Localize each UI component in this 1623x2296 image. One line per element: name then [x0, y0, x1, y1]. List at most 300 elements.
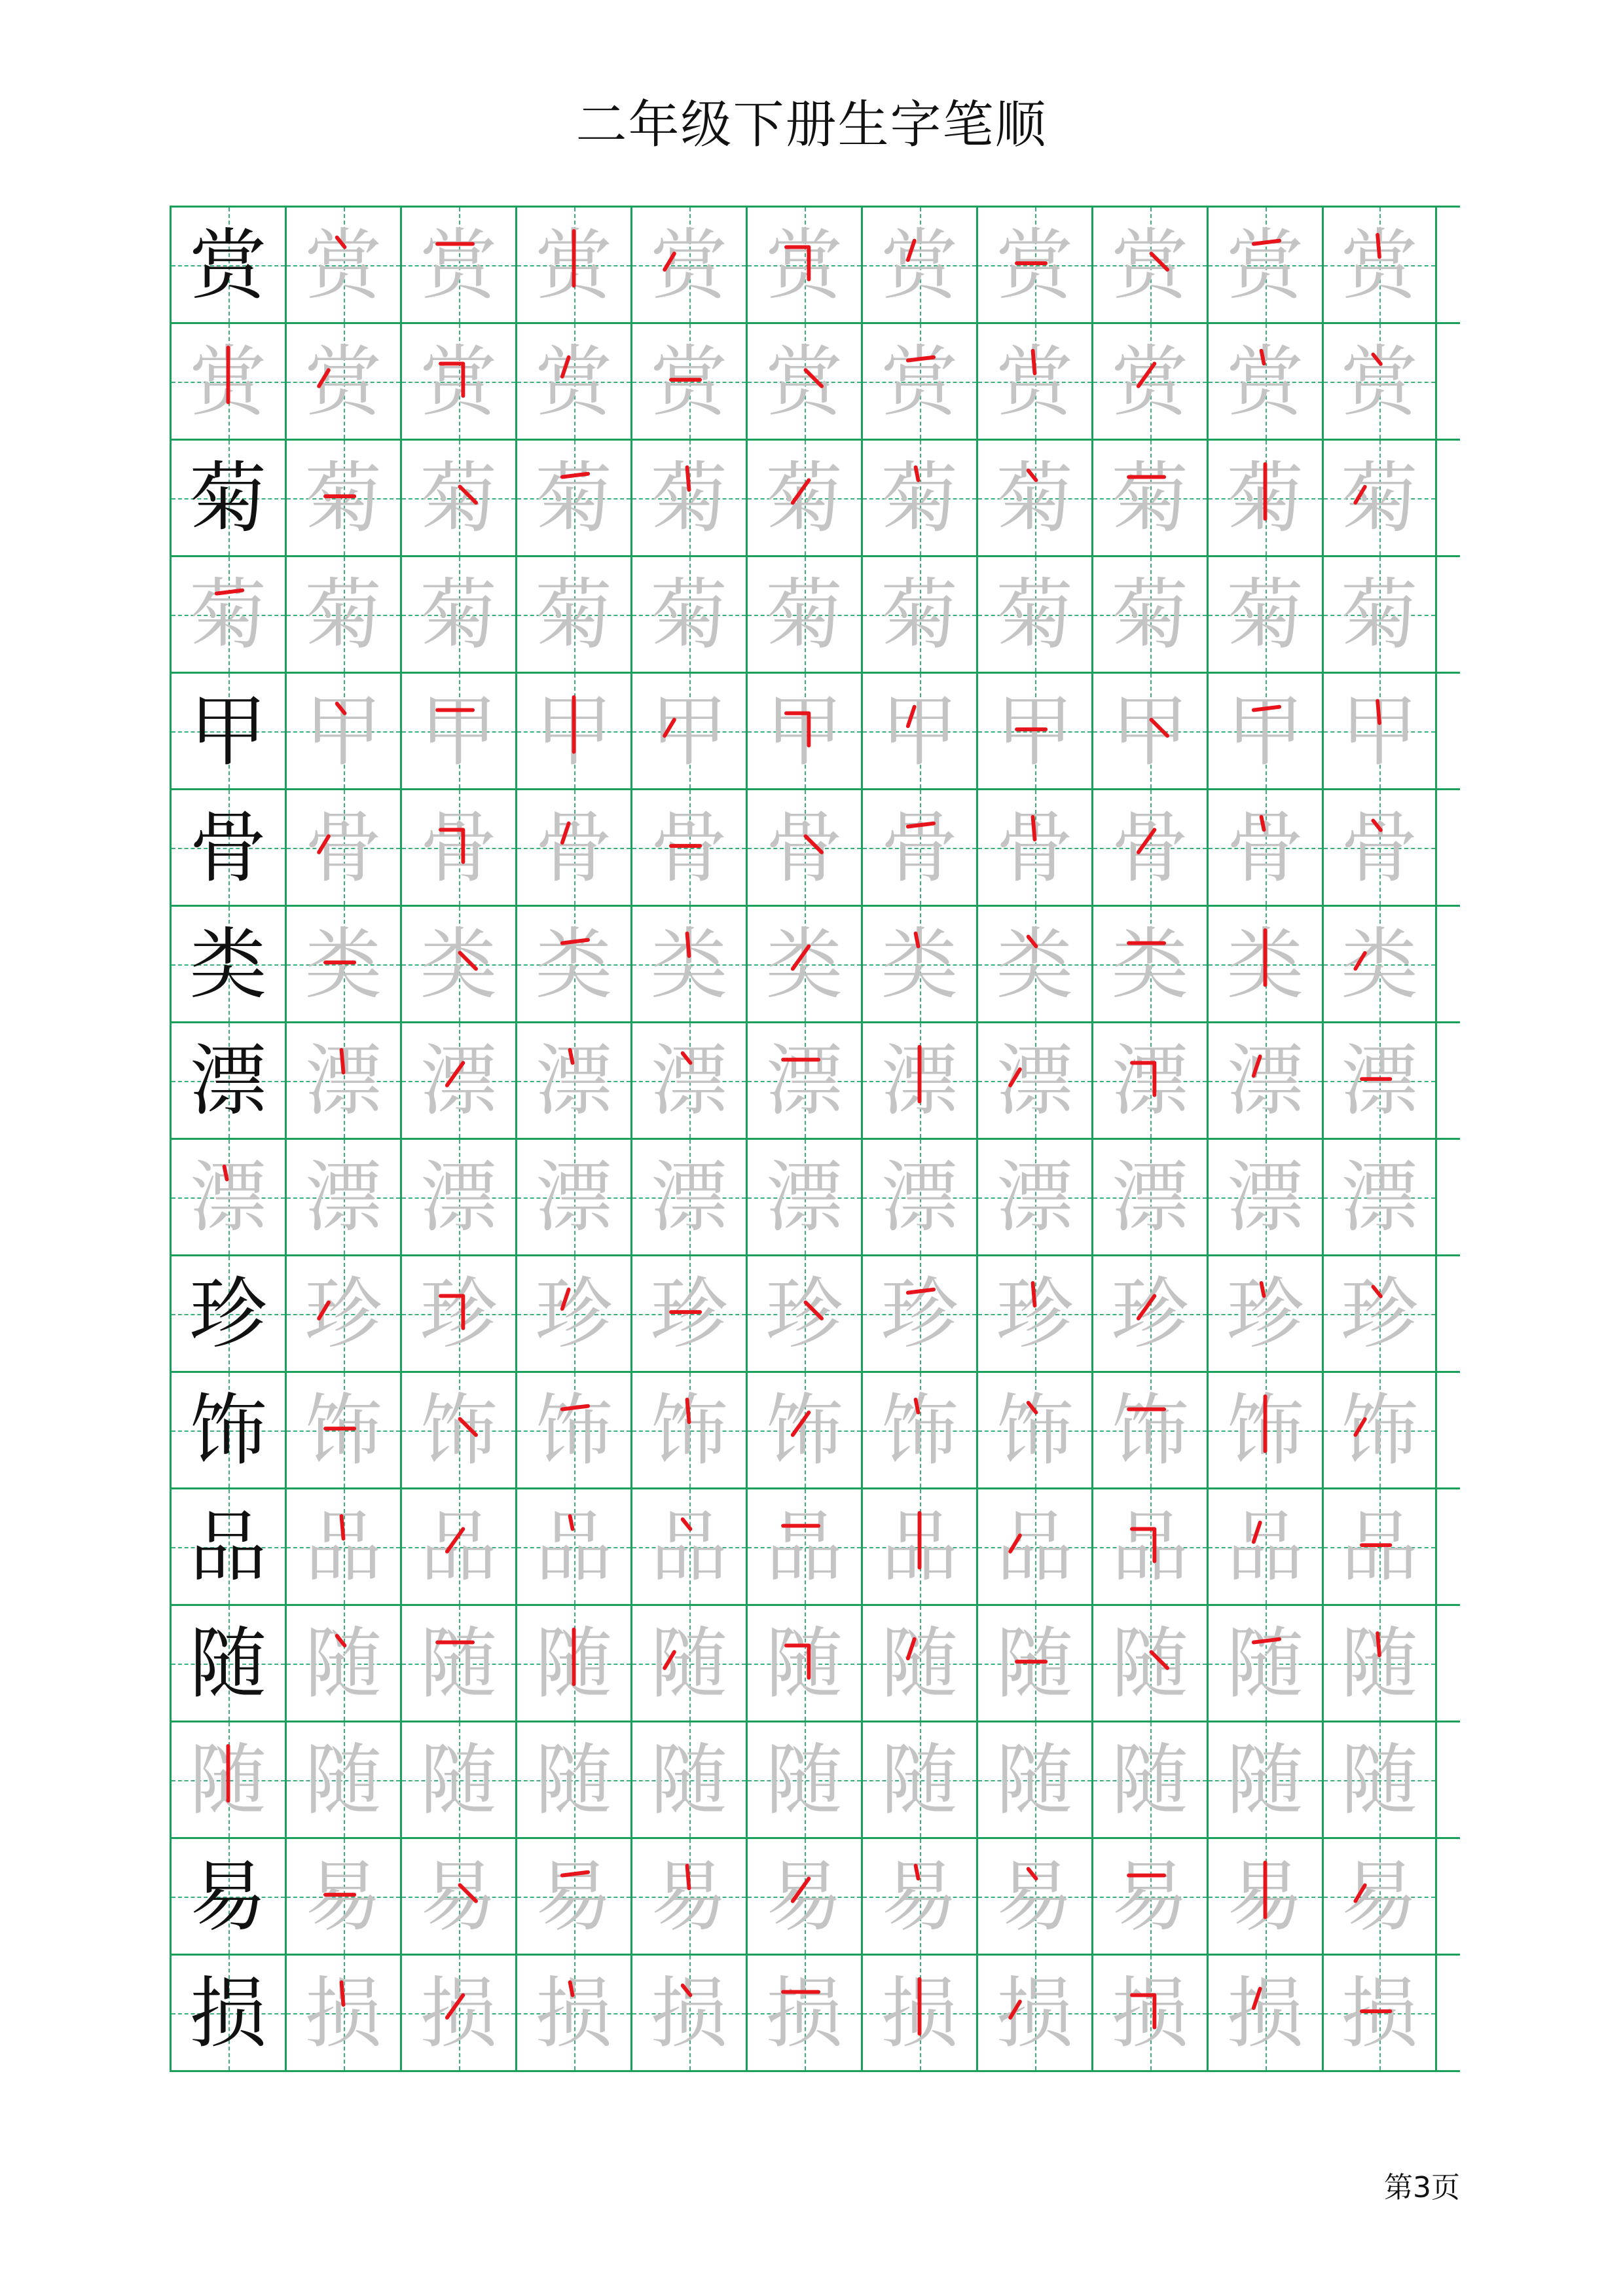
trace-character: 类 [881, 919, 958, 1010]
trace-character: 随 [996, 1734, 1074, 1825]
trace-char-cell [285, 1256, 400, 1371]
highlighted-stroke [1209, 441, 1322, 555]
highlighted-stroke [978, 674, 1091, 788]
practice-row [170, 905, 1460, 1021]
trace-character: 赏 [304, 219, 382, 310]
highlighted-stroke [748, 324, 861, 439]
trace-character: 类 [535, 919, 613, 1010]
practice-row [170, 672, 1460, 788]
trace-character: 易 [765, 1851, 843, 1942]
highlighted-stroke [517, 1489, 630, 1604]
trace-char-cell [515, 1023, 630, 1138]
trace-char-cell [1322, 1722, 1437, 1837]
trace-char-cell [515, 324, 630, 439]
trace-character: 漂 [996, 1152, 1074, 1243]
highlighted-stroke [863, 1373, 976, 1487]
trace-char-cell [285, 1839, 400, 1954]
trace-char-cell [1091, 1489, 1207, 1604]
trace-character: 漂 [1111, 1035, 1189, 1126]
highlighted-stroke [978, 1839, 1091, 1954]
trace-character: 易 [420, 1851, 498, 1942]
trace-char-cell [746, 441, 861, 555]
trace-char-cell [285, 907, 400, 1021]
trace-character: 赏 [1226, 336, 1304, 427]
highlighted-stroke [517, 1839, 630, 1954]
highlighted-stroke [748, 1839, 861, 1954]
trace-char-cell [976, 208, 1091, 322]
trace-character: 赏 [535, 336, 613, 427]
highlighted-stroke [1093, 1839, 1207, 1954]
highlighted-stroke [748, 1373, 861, 1487]
trace-character: 菊 [535, 569, 613, 660]
highlighted-stroke [1324, 790, 1435, 905]
trace-char-cell [1091, 1606, 1207, 1721]
trace-character: 类 [1111, 919, 1189, 1010]
trace-character: 骨 [1226, 802, 1304, 893]
trace-character: 损 [1226, 1967, 1304, 2058]
highlighted-stroke [402, 1606, 515, 1721]
highlighted-stroke [1093, 1489, 1207, 1604]
trace-character: 菊 [304, 569, 382, 660]
trace-char-cell [746, 674, 861, 788]
trace-char-cell [630, 1722, 746, 1837]
highlighted-stroke [287, 324, 400, 439]
trace-character: 珍 [996, 1268, 1074, 1359]
highlighted-stroke [748, 208, 861, 322]
highlighted-stroke [402, 790, 515, 905]
highlighted-stroke [863, 441, 976, 555]
trace-character: 珍 [650, 1268, 728, 1359]
trace-character: 品 [304, 1501, 382, 1592]
trace-character: 漂 [650, 1152, 728, 1243]
trace-char-cell [630, 1256, 746, 1371]
model-character: 珍 [189, 1268, 267, 1359]
trace-character: 珍 [765, 1268, 843, 1359]
model-character: 品 [189, 1501, 267, 1592]
highlighted-stroke [1324, 674, 1435, 788]
trace-character: 菊 [1226, 569, 1304, 660]
trace-char-cell [630, 441, 746, 555]
trace-character: 漂 [996, 1035, 1074, 1126]
trace-char-cell [746, 790, 861, 905]
trace-character: 甲 [881, 685, 958, 776]
highlighted-stroke [517, 441, 630, 555]
trace-char-cell [400, 1839, 515, 1954]
trace-char-cell [515, 1489, 630, 1604]
trace-character: 甲 [1340, 685, 1418, 776]
trace-character: 骨 [650, 802, 728, 893]
practice-row [170, 1721, 1460, 1837]
highlighted-stroke [1209, 1023, 1322, 1138]
trace-char-cell [400, 1489, 515, 1604]
trace-char-cell [515, 1839, 630, 1954]
trace-character: 赏 [996, 336, 1074, 427]
trace-char-cell [1207, 1722, 1322, 1837]
trace-character: 珍 [420, 1268, 498, 1359]
trace-character: 饰 [765, 1385, 843, 1476]
trace-character: 甲 [1111, 685, 1189, 776]
practice-row [170, 1138, 1460, 1254]
highlighted-stroke [632, 1839, 746, 1954]
trace-char-cell [1322, 557, 1437, 672]
trace-char-cell [515, 1140, 630, 1254]
highlighted-stroke [517, 1023, 630, 1138]
trace-char-cell [1091, 557, 1207, 672]
model-character: 赏 [189, 219, 267, 310]
model-char-cell [170, 1839, 285, 1954]
highlighted-stroke [1093, 1023, 1207, 1138]
trace-char-cell [1322, 1489, 1437, 1604]
trace-char-cell [630, 674, 746, 788]
trace-character: 赏 [881, 219, 958, 310]
highlighted-stroke [402, 1956, 515, 2070]
highlighted-stroke [1324, 324, 1435, 439]
model-char-cell [170, 1256, 285, 1371]
highlighted-stroke [863, 790, 976, 905]
highlighted-stroke [1209, 1956, 1322, 2070]
trace-character: 珍 [1111, 1268, 1189, 1359]
trace-char-cell [976, 441, 1091, 555]
trace-char-cell [1322, 208, 1437, 322]
highlighted-stroke [287, 1956, 400, 2070]
trace-character: 随 [881, 1618, 958, 1709]
trace-char-cell [400, 1722, 515, 1837]
stroke-order-grid [170, 206, 1460, 2058]
trace-char-cell [515, 441, 630, 555]
trace-char-cell [400, 1956, 515, 2070]
trace-character: 损 [535, 1967, 613, 2058]
highlighted-stroke [978, 1489, 1091, 1604]
trace-char-cell [861, 208, 976, 322]
trace-char-cell [170, 557, 285, 672]
trace-char-cell [630, 208, 746, 322]
trace-char-cell [746, 557, 861, 672]
highlighted-stroke [517, 324, 630, 439]
trace-character: 珍 [1340, 1268, 1418, 1359]
highlighted-stroke [748, 790, 861, 905]
highlighted-stroke [402, 208, 515, 322]
model-char-cell [170, 790, 285, 905]
trace-character: 珍 [881, 1268, 958, 1359]
trace-character: 漂 [535, 1035, 613, 1126]
highlighted-stroke [978, 324, 1091, 439]
highlighted-stroke [1324, 441, 1435, 555]
trace-character: 易 [1340, 1851, 1418, 1942]
trace-character: 易 [535, 1851, 613, 1942]
highlighted-stroke [1324, 1373, 1435, 1487]
highlighted-stroke [517, 1256, 630, 1371]
highlighted-stroke [287, 1839, 400, 1954]
highlighted-stroke [517, 1373, 630, 1487]
highlighted-stroke [632, 1956, 746, 2070]
highlighted-stroke [863, 1489, 976, 1604]
trace-char-cell [1091, 1256, 1207, 1371]
trace-char-cell [976, 1839, 1091, 1954]
trace-character: 菊 [420, 569, 498, 660]
highlighted-stroke [287, 1023, 400, 1138]
highlighted-stroke [402, 1023, 515, 1138]
trace-character: 菊 [996, 569, 1074, 660]
trace-character: 赏 [1340, 219, 1418, 310]
trace-character: 易 [1111, 1851, 1189, 1942]
trace-character: 珍 [304, 1268, 382, 1359]
trace-char-cell [1322, 441, 1437, 555]
trace-char-cell [1207, 1956, 1322, 2070]
trace-char-cell [1091, 1722, 1207, 1837]
trace-character: 随 [1111, 1618, 1189, 1709]
highlighted-stroke [748, 1489, 861, 1604]
trace-char-cell [515, 1722, 630, 1837]
highlighted-stroke [287, 1606, 400, 1721]
trace-char-cell [976, 1023, 1091, 1138]
trace-char-cell [976, 1956, 1091, 2070]
trace-character: 饰 [304, 1385, 382, 1476]
trace-character: 漂 [420, 1152, 498, 1243]
trace-char-cell [170, 1722, 285, 1837]
trace-character: 赏 [189, 336, 267, 427]
highlighted-stroke [863, 1256, 976, 1371]
trace-character: 饰 [881, 1385, 958, 1476]
highlighted-stroke [287, 441, 400, 555]
highlighted-stroke [978, 790, 1091, 905]
highlighted-stroke [748, 1023, 861, 1138]
highlighted-stroke [978, 1606, 1091, 1721]
trace-char-cell [400, 324, 515, 439]
trace-char-cell [1207, 1606, 1322, 1721]
highlighted-stroke [978, 208, 1091, 322]
trace-character: 骨 [420, 802, 498, 893]
trace-char-cell [1091, 1839, 1207, 1954]
trace-char-cell [285, 790, 400, 905]
trace-char-cell [1207, 1256, 1322, 1371]
trace-character: 随 [1226, 1734, 1304, 1825]
trace-character: 菊 [650, 569, 728, 660]
highlighted-stroke [1209, 1256, 1322, 1371]
highlighted-stroke [517, 790, 630, 905]
highlighted-stroke [978, 1373, 1091, 1487]
model-character: 类 [189, 919, 267, 1010]
highlighted-stroke [287, 1373, 400, 1487]
trace-character: 品 [1111, 1501, 1189, 1592]
trace-character: 菊 [881, 452, 958, 543]
highlighted-stroke [1093, 208, 1207, 322]
trace-char-cell [976, 907, 1091, 1021]
trace-character: 漂 [1340, 1152, 1418, 1243]
highlighted-stroke [863, 1956, 976, 2070]
trace-char-cell [285, 1023, 400, 1138]
trace-char-cell [1091, 1140, 1207, 1254]
trace-char-cell [1207, 907, 1322, 1021]
trace-character: 损 [996, 1967, 1074, 2058]
trace-char-cell [170, 1140, 285, 1254]
highlighted-stroke [748, 1606, 861, 1721]
trace-char-cell [976, 1722, 1091, 1837]
trace-char-cell [285, 1722, 400, 1837]
trace-character: 漂 [304, 1035, 382, 1126]
highlighted-stroke [172, 324, 285, 439]
highlighted-stroke [1324, 1256, 1435, 1371]
highlighted-stroke [1324, 1839, 1435, 1954]
trace-character: 品 [996, 1501, 1074, 1592]
trace-character: 赏 [1111, 219, 1189, 310]
trace-char-cell [1322, 1140, 1437, 1254]
trace-character: 类 [650, 919, 728, 1010]
trace-character: 易 [304, 1851, 382, 1942]
trace-character: 赏 [765, 336, 843, 427]
highlighted-stroke [402, 1373, 515, 1487]
trace-character: 菊 [1111, 569, 1189, 660]
practice-row [170, 1837, 1460, 1954]
highlighted-stroke [978, 1023, 1091, 1138]
trace-character: 随 [765, 1618, 843, 1709]
trace-char-cell [630, 1373, 746, 1487]
trace-character: 甲 [1226, 685, 1304, 776]
trace-character: 赏 [304, 336, 382, 427]
trace-character: 随 [1340, 1618, 1418, 1709]
trace-char-cell [1091, 1956, 1207, 2070]
practice-row [170, 788, 1460, 905]
trace-char-cell [746, 1956, 861, 2070]
trace-char-cell [1207, 674, 1322, 788]
trace-char-cell [976, 324, 1091, 439]
trace-character: 损 [1340, 1967, 1418, 2058]
trace-char-cell [285, 674, 400, 788]
trace-char-cell [976, 1606, 1091, 1721]
trace-char-cell [400, 441, 515, 555]
practice-row [170, 1021, 1460, 1138]
trace-char-cell [515, 790, 630, 905]
practice-row [170, 206, 1460, 322]
trace-char-cell [976, 790, 1091, 905]
trace-char-cell [861, 441, 976, 555]
model-char-cell [170, 674, 285, 788]
trace-char-cell [1091, 324, 1207, 439]
trace-character: 骨 [1340, 802, 1418, 893]
trace-character: 随 [535, 1618, 613, 1709]
trace-character: 品 [765, 1501, 843, 1592]
highlighted-stroke [1093, 441, 1207, 555]
highlighted-stroke [402, 324, 515, 439]
trace-character: 饰 [1111, 1385, 1189, 1476]
trace-character: 甲 [535, 685, 613, 776]
trace-char-cell [515, 1956, 630, 2070]
trace-character: 漂 [1340, 1035, 1418, 1126]
trace-char-cell [1091, 208, 1207, 322]
highlighted-stroke [1209, 907, 1322, 1021]
highlighted-stroke [1324, 907, 1435, 1021]
highlighted-stroke [1209, 1606, 1322, 1721]
trace-char-cell [1091, 790, 1207, 905]
trace-char-cell [746, 208, 861, 322]
practice-row [170, 1604, 1460, 1721]
model-character: 损 [189, 1967, 267, 2058]
trace-character: 甲 [765, 685, 843, 776]
trace-character: 品 [420, 1501, 498, 1592]
trace-char-cell [861, 1256, 976, 1371]
trace-char-cell [1207, 1489, 1322, 1604]
trace-character: 易 [881, 1851, 958, 1942]
trace-character: 饰 [1340, 1385, 1418, 1476]
trace-character: 骨 [996, 802, 1074, 893]
trace-char-cell [1207, 1023, 1322, 1138]
trace-char-cell [746, 907, 861, 1021]
trace-char-cell [285, 1373, 400, 1487]
trace-character: 菊 [304, 452, 382, 543]
trace-character: 损 [1111, 1967, 1189, 2058]
practice-row [170, 1954, 1460, 2072]
trace-character: 赏 [881, 336, 958, 427]
trace-char-cell [630, 1023, 746, 1138]
trace-char-cell [1091, 674, 1207, 788]
trace-character: 菊 [996, 452, 1074, 543]
trace-character: 骨 [1111, 802, 1189, 893]
trace-char-cell [1091, 441, 1207, 555]
trace-char-cell [400, 1140, 515, 1254]
model-char-cell [170, 441, 285, 555]
trace-character: 漂 [650, 1035, 728, 1126]
trace-character: 菊 [420, 452, 498, 543]
trace-character: 甲 [650, 685, 728, 776]
highlighted-stroke [517, 208, 630, 322]
highlighted-stroke [1093, 1606, 1207, 1721]
trace-char-cell [746, 1256, 861, 1371]
trace-character: 漂 [1111, 1152, 1189, 1243]
highlighted-stroke [1324, 208, 1435, 322]
model-character: 甲 [189, 685, 267, 776]
trace-character: 漂 [881, 1152, 958, 1243]
model-character: 骨 [189, 802, 267, 893]
trace-char-cell [1322, 907, 1437, 1021]
highlighted-stroke [632, 1373, 746, 1487]
trace-character: 赏 [765, 219, 843, 310]
trace-char-cell [746, 1722, 861, 1837]
trace-char-cell [746, 1606, 861, 1721]
trace-char-cell [1207, 1839, 1322, 1954]
trace-char-cell [746, 1839, 861, 1954]
trace-character: 类 [1226, 919, 1304, 1010]
trace-char-cell [1207, 324, 1322, 439]
trace-char-cell [1322, 1956, 1437, 2070]
trace-character: 菊 [650, 452, 728, 543]
trace-character: 损 [881, 1967, 958, 2058]
highlighted-stroke [863, 1023, 976, 1138]
trace-char-cell [400, 790, 515, 905]
trace-char-cell [861, 1956, 976, 2070]
highlighted-stroke [402, 1839, 515, 1954]
highlighted-stroke [1209, 790, 1322, 905]
trace-character: 易 [996, 1851, 1074, 1942]
trace-character: 损 [420, 1967, 498, 2058]
highlighted-stroke [1209, 1373, 1322, 1487]
highlighted-stroke [1324, 1489, 1435, 1604]
highlighted-stroke [1093, 674, 1207, 788]
trace-character: 随 [650, 1734, 728, 1825]
trace-character: 随 [650, 1618, 728, 1709]
trace-character: 菊 [1226, 452, 1304, 543]
trace-character: 赏 [1226, 219, 1304, 310]
trace-character: 珍 [535, 1268, 613, 1359]
model-char-cell [170, 208, 285, 322]
trace-character: 漂 [1226, 1152, 1304, 1243]
trace-character: 菊 [1340, 452, 1418, 543]
trace-char-cell [1091, 1373, 1207, 1487]
highlighted-stroke [1093, 907, 1207, 1021]
model-character: 易 [189, 1851, 267, 1942]
highlighted-stroke [287, 208, 400, 322]
trace-char-cell [285, 441, 400, 555]
trace-char-cell [1207, 441, 1322, 555]
trace-character: 随 [189, 1734, 267, 1825]
